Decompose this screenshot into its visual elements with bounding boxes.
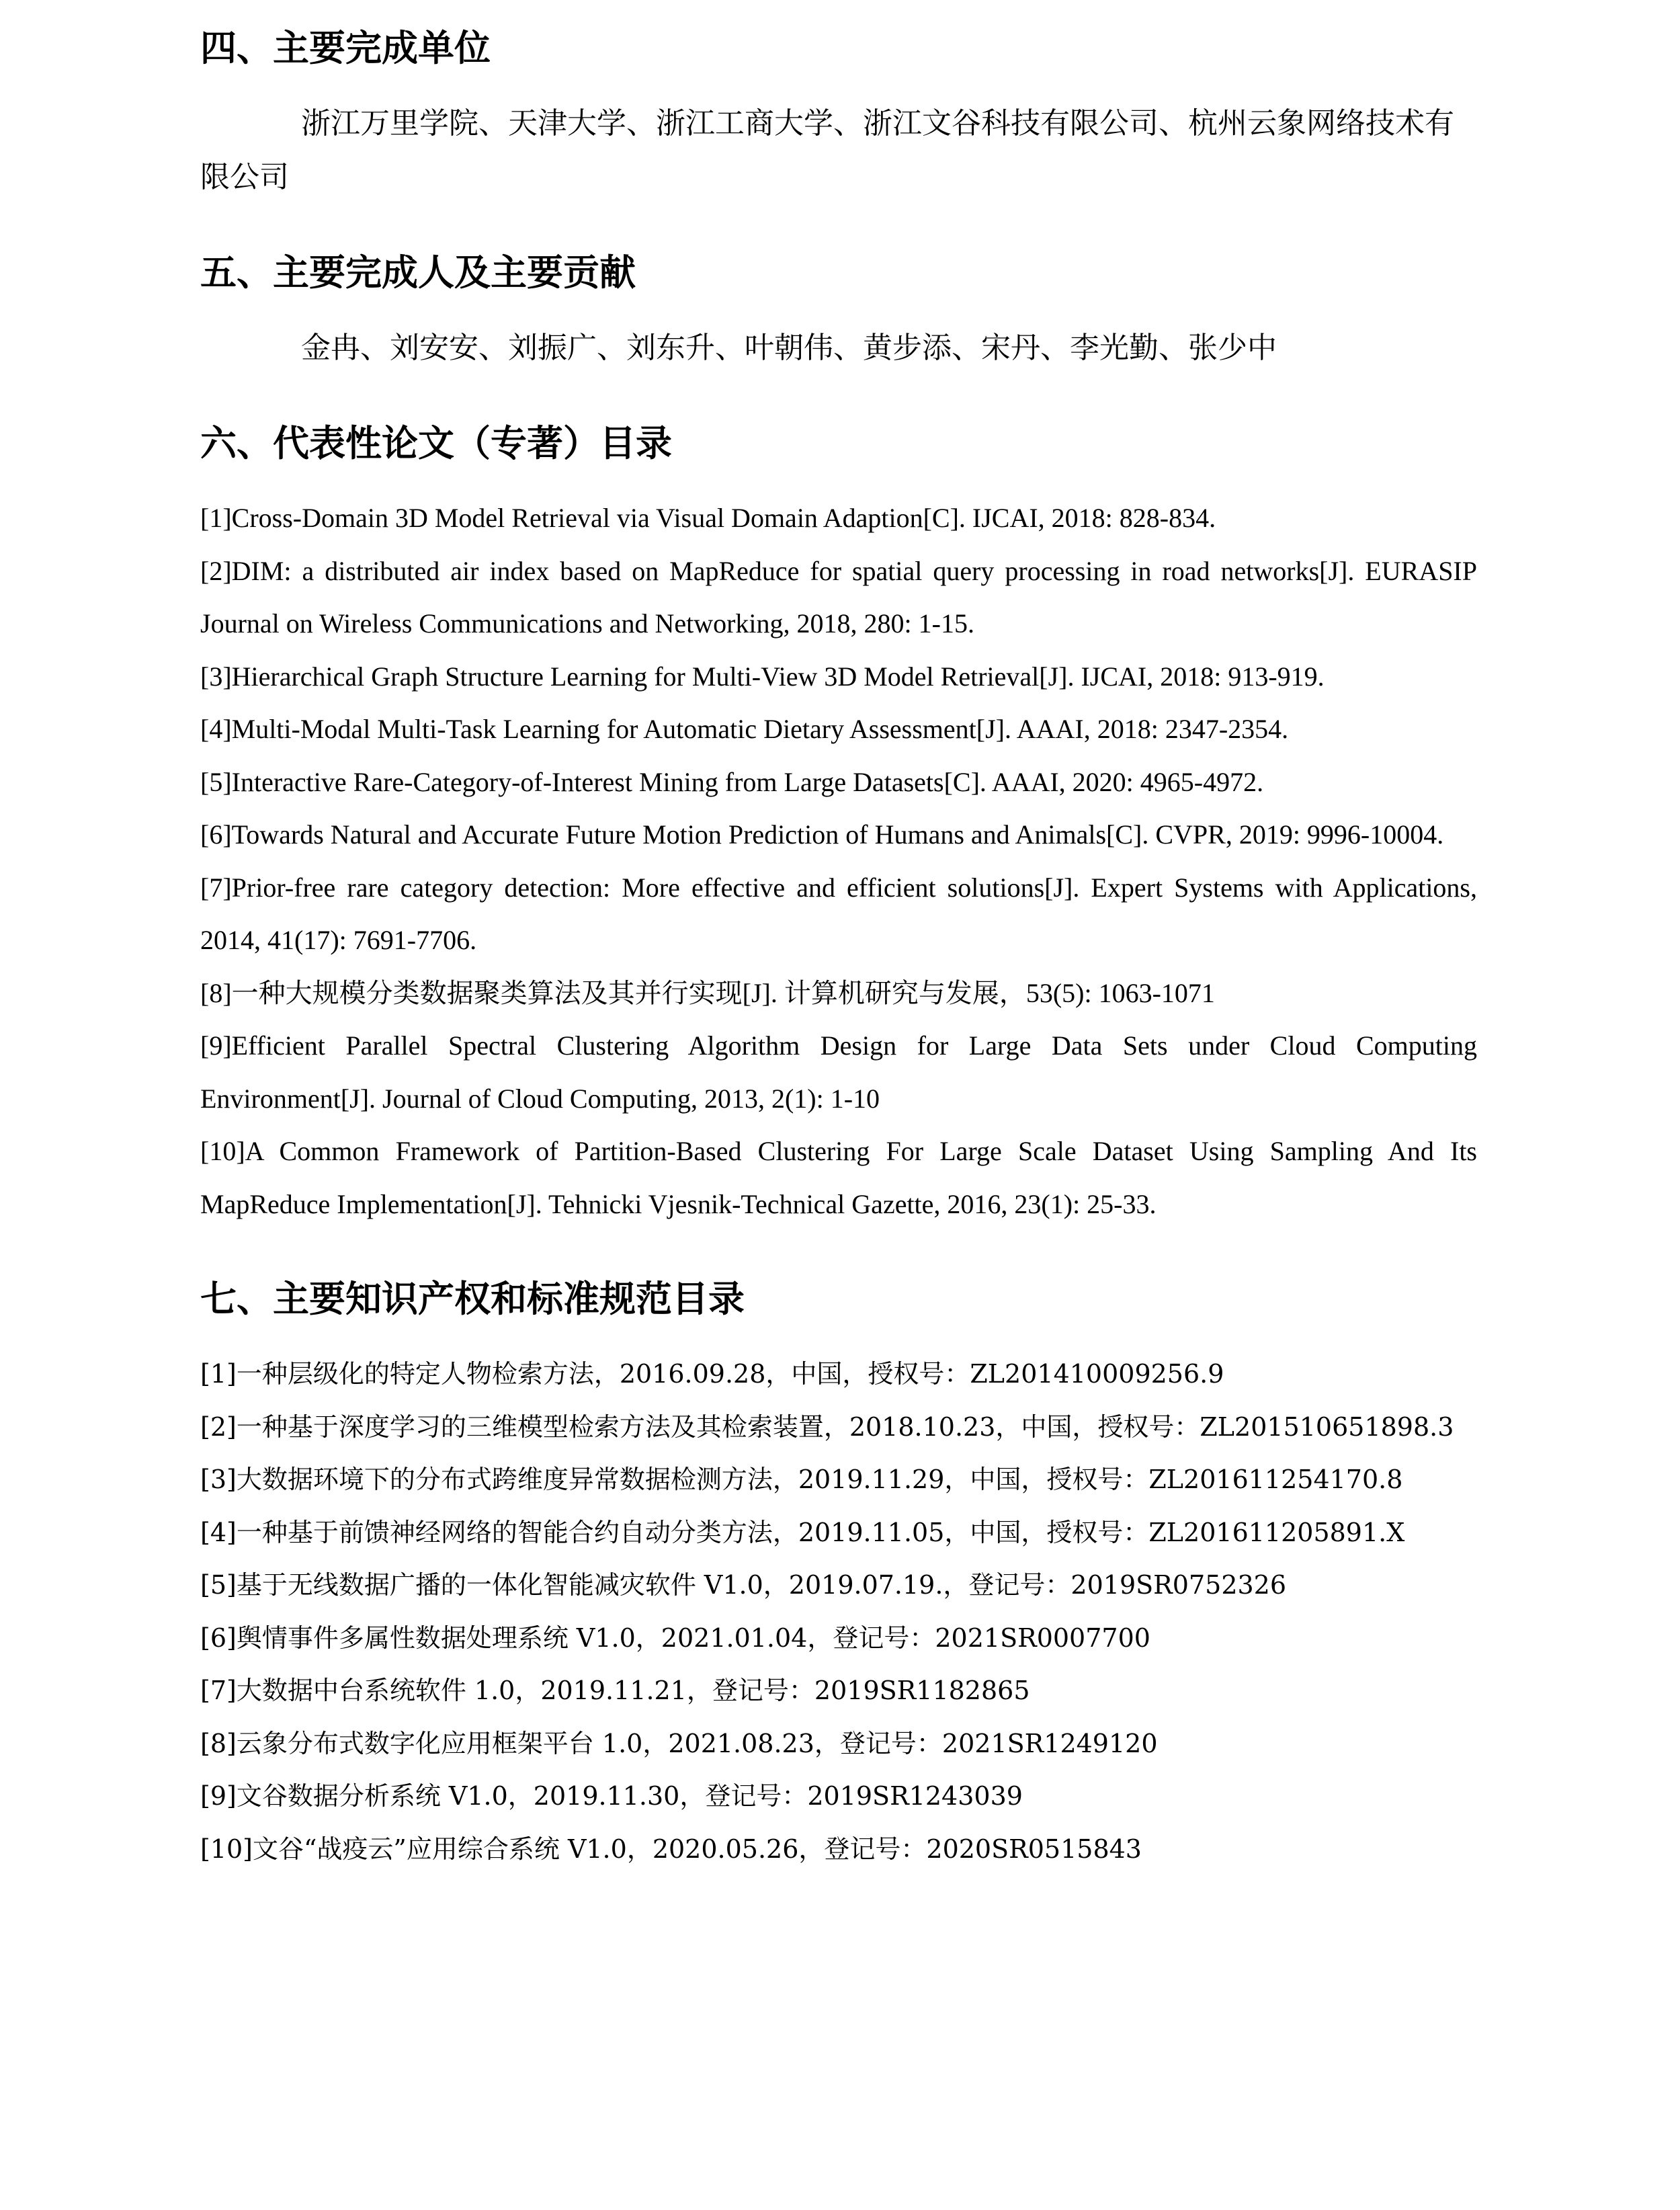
section-heading: 七、主要知识产权和标准规范目录 — [200, 1278, 745, 1320]
section-main-contributors — [200, 245, 1477, 375]
paper-item: [4]Multi-Modal Multi-Task Learning for Automatic Dietary Assessment[J]. AAAI, 2018: 2347-2354. — [200, 714, 1289, 744]
ip-item: [5]基于无线数据广播的一体化智能减灾软件 V1.0，2019.07.19.，登记号：2019SR0752326 — [200, 1570, 1287, 1600]
ip-item: [8]云象分布式数字化应用框架平台 1.0，2021.08.23，登记号：2021SR1249120 — [200, 1728, 1158, 1758]
ip-item: [9]文谷数据分析系统 V1.0，2019.11.30，登记号：2019SR1243039 — [200, 1781, 1023, 1811]
paper-item: [9]Efficient Parallel Spectral Clustering Algorithm Design for Large Data Sets under Cloud Computing Environment[J]. Journal of Cloud Computing, 2013, 2(1): 1-10 — [200, 1030, 1477, 1114]
ip-item: [3]大数据环境下的分布式跨维度异常数据检测方法，2019.11.29，中国，授权号：ZL201611254170.8 — [200, 1465, 1403, 1494]
ip-item: [10]文谷“战疫云”应用综合系统 V1.0，2020.05.26，登记号：2020SR0515843 — [200, 1834, 1142, 1864]
section-representative-papers — [200, 415, 1477, 1231]
section-heading: 六、代表性论文（专著）目录 — [200, 422, 672, 464]
paper-item: [8]一种大规模分类数据聚类算法及其并行实现[J]. 计算机研究与发展，53(5): 1063-1071 — [200, 977, 1215, 1008]
section-heading: 五、主要完成人及主要贡献 — [200, 251, 636, 294]
ip-item: [1]一种层级化的特定人物检索方法，2016.09.28，中国，授权号：ZL201410009256.9 — [200, 1359, 1224, 1389]
paper-item: [10]A Common Framework of Partition-Based Clustering For Large Scale Dataset Using Sampling And Its MapReduce Implementation[J]. Tehnicki Vjesnik-Technical Gazette, 2016, 23(1): 25-33. — [200, 1136, 1477, 1219]
completing-units-text: 浙江万里学院、天津大学、浙江工商大学、浙江文谷科技有限公司、杭州云象网络技术有限公司 — [200, 106, 1454, 194]
paper-item: [3]Hierarchical Graph Structure Learning for Multi-View 3D Model Retrieval[J]. IJCAI, 2018: 913-919. — [200, 661, 1325, 692]
section-ip-and-standards — [200, 1271, 1477, 1875]
ip-item: [4]一种基于前馈神经网络的智能合约自动分类方法，2019.11.05，中国，授权号：ZL201611205891.X — [200, 1517, 1405, 1547]
ip-item: [7]大数据中台系统软件 1.0，2019.11.21，登记号：2019SR1182865 — [200, 1676, 1030, 1705]
document-page — [200, 20, 1477, 1875]
ip-item: [6]舆情事件多属性数据处理系统 V1.0，2021.01.04，登记号：2021SR0007700 — [200, 1623, 1150, 1653]
paper-item: [5]Interactive Rare-Category-of-Interest Mining from Large Datasets[C]. AAAI, 2020: 4965-4972. — [200, 766, 1264, 797]
paper-item: [2]DIM: a distributed air index based on MapReduce for spatial query processing in road networks[J]. EURASIP Journal on Wireless Communications and Networking, 2018, 280: 1-15. — [200, 555, 1477, 639]
paper-list — [200, 492, 1477, 1231]
paper-item: [1]Cross-Domain 3D Model Retrieval via Visual Domain Adaption[C]. IJCAI, 2018: 828-834. — [200, 503, 1216, 533]
section-heading: 四、主要完成单位 — [200, 27, 491, 69]
paper-item: [7]Prior-free rare category detection: More effective and efficient solutions[J]. Expert Systems with Applications, 2014, 41(17): 7691-7706. — [200, 872, 1477, 955]
section-completing-units — [200, 20, 1477, 204]
contributors-text: 金冉、刘安安、刘振广、刘东升、叶朝伟、黄步添、宋丹、李光勤、张少中 — [301, 331, 1277, 365]
paper-item: [6]Towards Natural and Accurate Future Motion Prediction of Humans and Animals[C]. CVPR, 2019: 9996-10004. — [200, 819, 1444, 850]
ip-item: [2]一种基于深度学习的三维模型检索方法及其检索装置，2018.10.23，中国，授权号：ZL201510651898.3 — [200, 1411, 1454, 1442]
ip-list — [200, 1348, 1477, 1875]
